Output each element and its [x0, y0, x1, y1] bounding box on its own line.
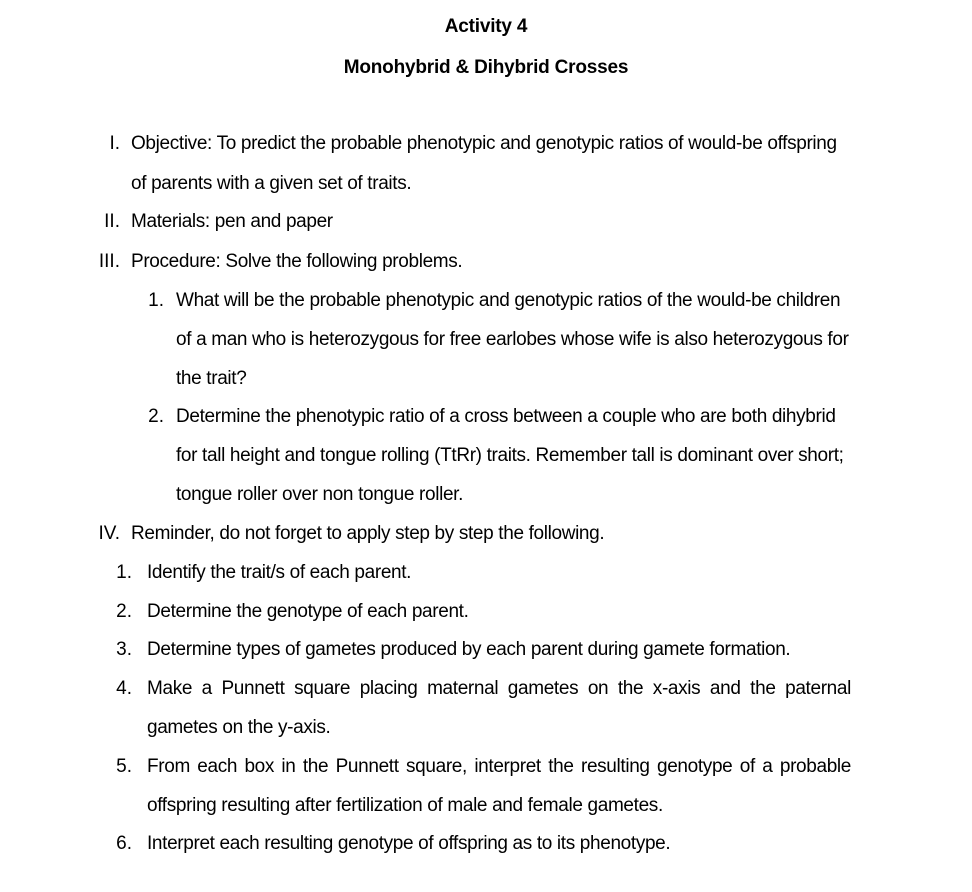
problem-1-line-1: What will be the probable phenotypic and genotypic ratios of the would-be children — [176, 290, 841, 311]
step-5-line-2: offspring resulting after fertilization of male and female gametes. — [147, 795, 663, 816]
problem-2-line-1: Determine the phenotypic ratio of a cross between a couple who are both dihybrid — [176, 406, 836, 427]
problem-2-line-2: for tall height and tongue rolling (TtRr) traits. Remember tall is dominant over short; — [176, 445, 844, 466]
activity-subtitle: Monohybrid & Dihybrid Crosses — [343, 57, 629, 78]
problem-number: 1. — [148, 290, 164, 311]
problem-2-line-3: tongue roller over non tongue roller. — [176, 484, 464, 505]
section-numeral-procedure: III. — [98, 251, 120, 272]
step-6-text: Interpret each resulting genotype of offspring as to its phenotype. — [147, 833, 671, 854]
step-3-text: Determine types of gametes produced by each parent during gamete formation. — [147, 639, 791, 660]
section-numeral-materials: II. — [104, 211, 120, 232]
objective-line-2: of parents with a given set of traits. — [131, 173, 412, 194]
reminder-text: Reminder, do not forget to apply step by step the following. — [131, 523, 605, 544]
step-number: 2. — [116, 601, 132, 622]
activity-title: Activity 4 — [444, 16, 528, 37]
step-number: 6. — [116, 833, 132, 854]
problem-number: 2. — [148, 406, 164, 427]
problem-1-line-3: the trait? — [176, 368, 247, 389]
step-number: 1. — [116, 562, 132, 583]
step-4-line-2: gametes on the y-axis. — [147, 717, 331, 738]
step-number: 4. — [116, 678, 132, 699]
section-numeral-objective: I. — [109, 133, 120, 154]
step-number: 3. — [116, 639, 132, 660]
section-numeral-reminder: IV. — [98, 523, 120, 544]
procedure-text: Procedure: Solve the following problems. — [131, 251, 463, 272]
step-2-text: Determine the genotype of each parent. — [147, 601, 469, 622]
materials-text: Materials: pen and paper — [131, 211, 333, 232]
step-number: 5. — [116, 756, 132, 777]
objective-line-1: Objective: To predict the probable phenotypic and genotypic ratios of would-be offspring — [131, 133, 837, 154]
step-1-text: Identify the trait/s of each parent. — [147, 562, 412, 583]
step-5-line-1: From each box in the Punnett square, interpret the resulting genotype of a probable — [147, 756, 851, 777]
problem-1-line-2: of a man who is heterozygous for free earlobes whose wife is also heterozygous for — [176, 329, 849, 350]
step-4-line-1: Make a Punnett square placing maternal gametes on the x-axis and the paternal — [147, 678, 851, 699]
